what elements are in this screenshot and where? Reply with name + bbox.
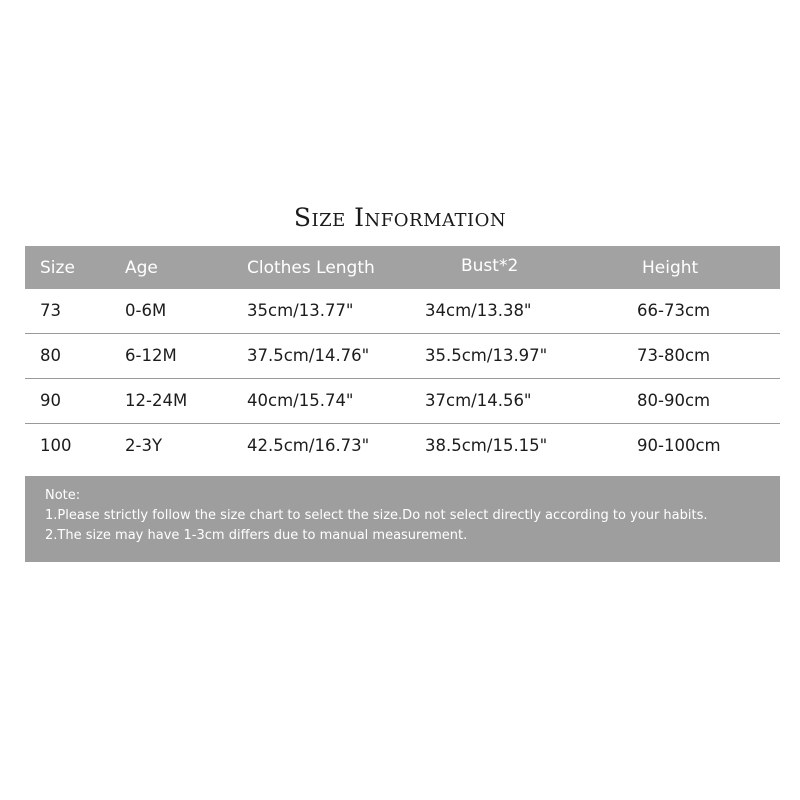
table-row: [25, 334, 780, 378]
table-row: [25, 289, 780, 333]
table-header: [25, 246, 780, 289]
column-header-height: Height: [642, 258, 699, 278]
table-row: [25, 379, 780, 423]
cell-clothes-length: 37.5cm/14.76": [247, 346, 370, 365]
note-heading: Note:: [45, 488, 81, 503]
cell-bust: 34cm/13.38": [425, 301, 532, 320]
cell-bust: 35.5cm/13.97": [425, 346, 548, 365]
cell-clothes-length: 35cm/13.77": [247, 301, 354, 320]
cell-size: 80: [40, 346, 61, 365]
column-header-age: Age: [125, 258, 158, 278]
cell-height: 90-100cm: [637, 436, 721, 455]
cell-height: 73-80cm: [637, 346, 711, 365]
cell-age: 2-3Y: [125, 436, 163, 455]
note-line-1: 1.Please strictly follow the size chart to select the size.Do not select directly according to your habits.: [45, 508, 708, 523]
note-line-2: 2.The size may have 1-3cm differs due to manual measurement.: [45, 528, 468, 543]
cell-size: 90: [40, 391, 61, 410]
cell-clothes-length: 40cm/15.74": [247, 391, 354, 410]
cell-size: 100: [40, 436, 72, 455]
cell-height: 66-73cm: [637, 301, 711, 320]
cell-size: 73: [40, 301, 61, 320]
column-header-clothes-length: Clothes Length: [247, 258, 375, 278]
cell-height: 80-90cm: [637, 391, 711, 410]
cell-bust: 37cm/14.56": [425, 391, 532, 410]
cell-clothes-length: 42.5cm/16.73": [247, 436, 370, 455]
cell-age: 0-6M: [125, 301, 167, 320]
cell-bust: 38.5cm/15.15": [425, 436, 548, 455]
table-row: [25, 424, 780, 468]
cell-age: 6-12M: [125, 346, 177, 365]
size-table: [25, 246, 780, 468]
cell-age: 12-24M: [125, 391, 188, 410]
column-header-size: Size: [40, 258, 75, 278]
note-box: [25, 476, 780, 562]
page-title: Size Information: [293, 203, 507, 232]
column-header-bust: Bust*2: [461, 256, 519, 276]
